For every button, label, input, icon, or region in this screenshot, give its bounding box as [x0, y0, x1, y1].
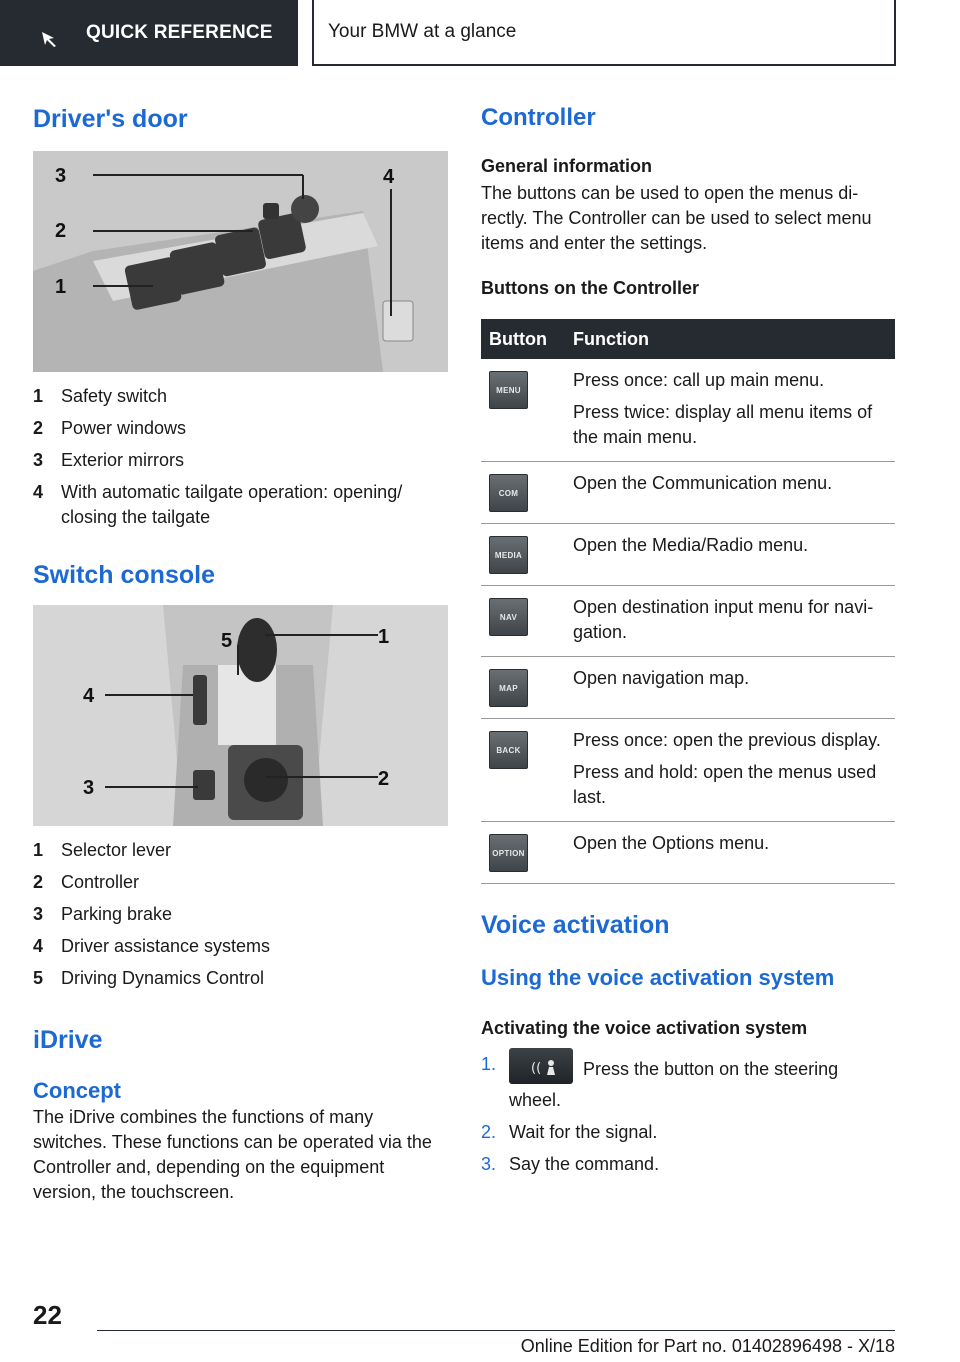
- list-item: [33, 838, 448, 863]
- voice-button-icon: [509, 1048, 573, 1084]
- function-text: Open the Media/Radio menu.: [573, 535, 809, 555]
- option-button-icon: OPTION: [489, 834, 528, 872]
- idrive-heading: iDrive: [33, 1026, 103, 1054]
- edition-text: Online Edition for Part no. 01402896498 - X/18: [520, 1336, 895, 1356]
- back-button-icon: BACK: [489, 731, 528, 769]
- item-number: 1: [33, 840, 44, 860]
- section-title: Your BMW at a glance: [328, 21, 517, 42]
- buttons-heading: Buttons on the Controller: [481, 278, 699, 298]
- step-text: Press the button on the steering wheel.: [509, 1058, 839, 1110]
- item-number: 2: [33, 418, 44, 438]
- item-text: Driver assistance systems: [61, 936, 271, 956]
- table-header-row: [481, 319, 895, 359]
- nav-button-icon: NAV: [489, 598, 528, 636]
- step-number: 1.: [481, 1054, 497, 1074]
- controller-buttons-table: [481, 319, 895, 884]
- item-text: Parking brake: [61, 904, 173, 924]
- right-column: [481, 96, 895, 1184]
- door-callout-1: 1: [55, 276, 67, 298]
- function-text: Press and hold: open the menus used last.: [573, 762, 877, 807]
- concept-text: The iDrive combines the functions of many switches. These functions can be operated via the Controller and, depending on the equipment version, the touchscreen.: [33, 1107, 432, 1202]
- console-callout-3: 3: [83, 777, 95, 799]
- list-item: [33, 902, 448, 927]
- switch-console-legend: [33, 838, 448, 991]
- list-item: [481, 1052, 895, 1113]
- function-text: Open navigation map.: [573, 668, 750, 688]
- table-row: [481, 822, 895, 884]
- footer-divider: [97, 1330, 895, 1331]
- list-item: [33, 934, 448, 959]
- com-button-icon: COM: [489, 474, 528, 512]
- item-text: Power windows: [61, 418, 187, 438]
- list-item: [33, 384, 448, 409]
- item-number: 4: [33, 936, 44, 956]
- svg-text:((: ((: [531, 1061, 542, 1076]
- function-text: Open the Communication menu.: [573, 473, 833, 493]
- item-text: With automatic tailgate operation: opening/ closing the tailgate: [61, 482, 403, 527]
- step-text: Wait for the signal.: [509, 1122, 658, 1142]
- door-callout-4: 4: [383, 166, 395, 188]
- voice-steps: [481, 1052, 895, 1177]
- section-title-box: [312, 0, 896, 66]
- step-text: Say the command.: [509, 1154, 660, 1174]
- page-number: 22: [33, 1300, 62, 1330]
- item-number: 4: [33, 482, 44, 502]
- item-text: Driving Dynamics Control: [61, 968, 265, 988]
- console-callout-4: 4: [83, 685, 95, 707]
- door-callout-3: 3: [55, 165, 67, 187]
- step-number: 3.: [481, 1154, 497, 1174]
- list-item: [33, 448, 448, 473]
- switch-console-heading: Switch console: [33, 561, 215, 589]
- item-number: 3: [33, 904, 44, 924]
- activating-heading: Activating the voice activation system: [481, 1018, 808, 1038]
- pointer-icon: [40, 30, 58, 48]
- section-tab: [0, 0, 298, 66]
- table-row: [481, 462, 895, 524]
- list-item: [33, 966, 448, 991]
- item-text: Selector lever: [61, 840, 172, 860]
- col-header-function: Function: [565, 319, 895, 359]
- function-text: Press twice: display all menu items of the main menu.: [573, 402, 873, 447]
- media-button-icon: MEDIA: [489, 536, 528, 574]
- list-item: [481, 1152, 895, 1177]
- console-callout-2: 2: [378, 768, 390, 790]
- function-text: Press once: open the previous display.: [573, 730, 881, 750]
- console-callout-5: 5: [221, 630, 233, 652]
- voice-subheading: Using the voice activation system: [481, 965, 835, 990]
- function-text: Open destination input menu for navigation.: [573, 597, 874, 642]
- table-row: [481, 719, 895, 822]
- drivers-door-photo: [33, 151, 448, 372]
- left-column: [33, 96, 448, 1205]
- list-item: [33, 480, 448, 530]
- menu-button-icon: MENU: [489, 371, 528, 409]
- list-item: [33, 870, 448, 895]
- step-number: 2.: [481, 1122, 497, 1142]
- item-text: Exterior mirrors: [61, 450, 185, 470]
- voice-activation-heading: Voice activation: [481, 911, 670, 939]
- list-item: [33, 416, 448, 441]
- controller-heading: Controller: [481, 104, 596, 131]
- map-button-icon: MAP: [489, 669, 528, 707]
- section-tab-label: QUICK REFERENCE: [86, 22, 273, 43]
- switch-console-photo: [33, 605, 448, 826]
- table-row: [481, 359, 895, 462]
- function-text: Open the Options menu.: [573, 833, 770, 853]
- table-row: [481, 524, 895, 586]
- door-callout-2: 2: [55, 220, 67, 242]
- item-text: Controller: [61, 872, 140, 892]
- list-item: [481, 1120, 895, 1145]
- general-info-text: The buttons can be used to open the menus directly. The Controller can be used to select menu items and enter the settings.: [481, 183, 872, 253]
- item-number: 5: [33, 968, 44, 988]
- concept-heading: Concept: [33, 1078, 121, 1103]
- table-row: [481, 657, 895, 719]
- item-number: 3: [33, 450, 44, 470]
- drivers-door-heading: Driver's door: [33, 105, 188, 133]
- col-header-button: Button: [481, 319, 565, 359]
- function-text: Press once: call up main menu.: [573, 370, 825, 390]
- table-row: [481, 586, 895, 657]
- general-info-heading: General information: [481, 156, 653, 176]
- item-number: 2: [33, 872, 44, 892]
- item-text: Safety switch: [61, 386, 168, 406]
- drivers-door-legend: [33, 384, 448, 530]
- item-number: 1: [33, 386, 44, 406]
- console-callout-1: 1: [378, 626, 390, 648]
